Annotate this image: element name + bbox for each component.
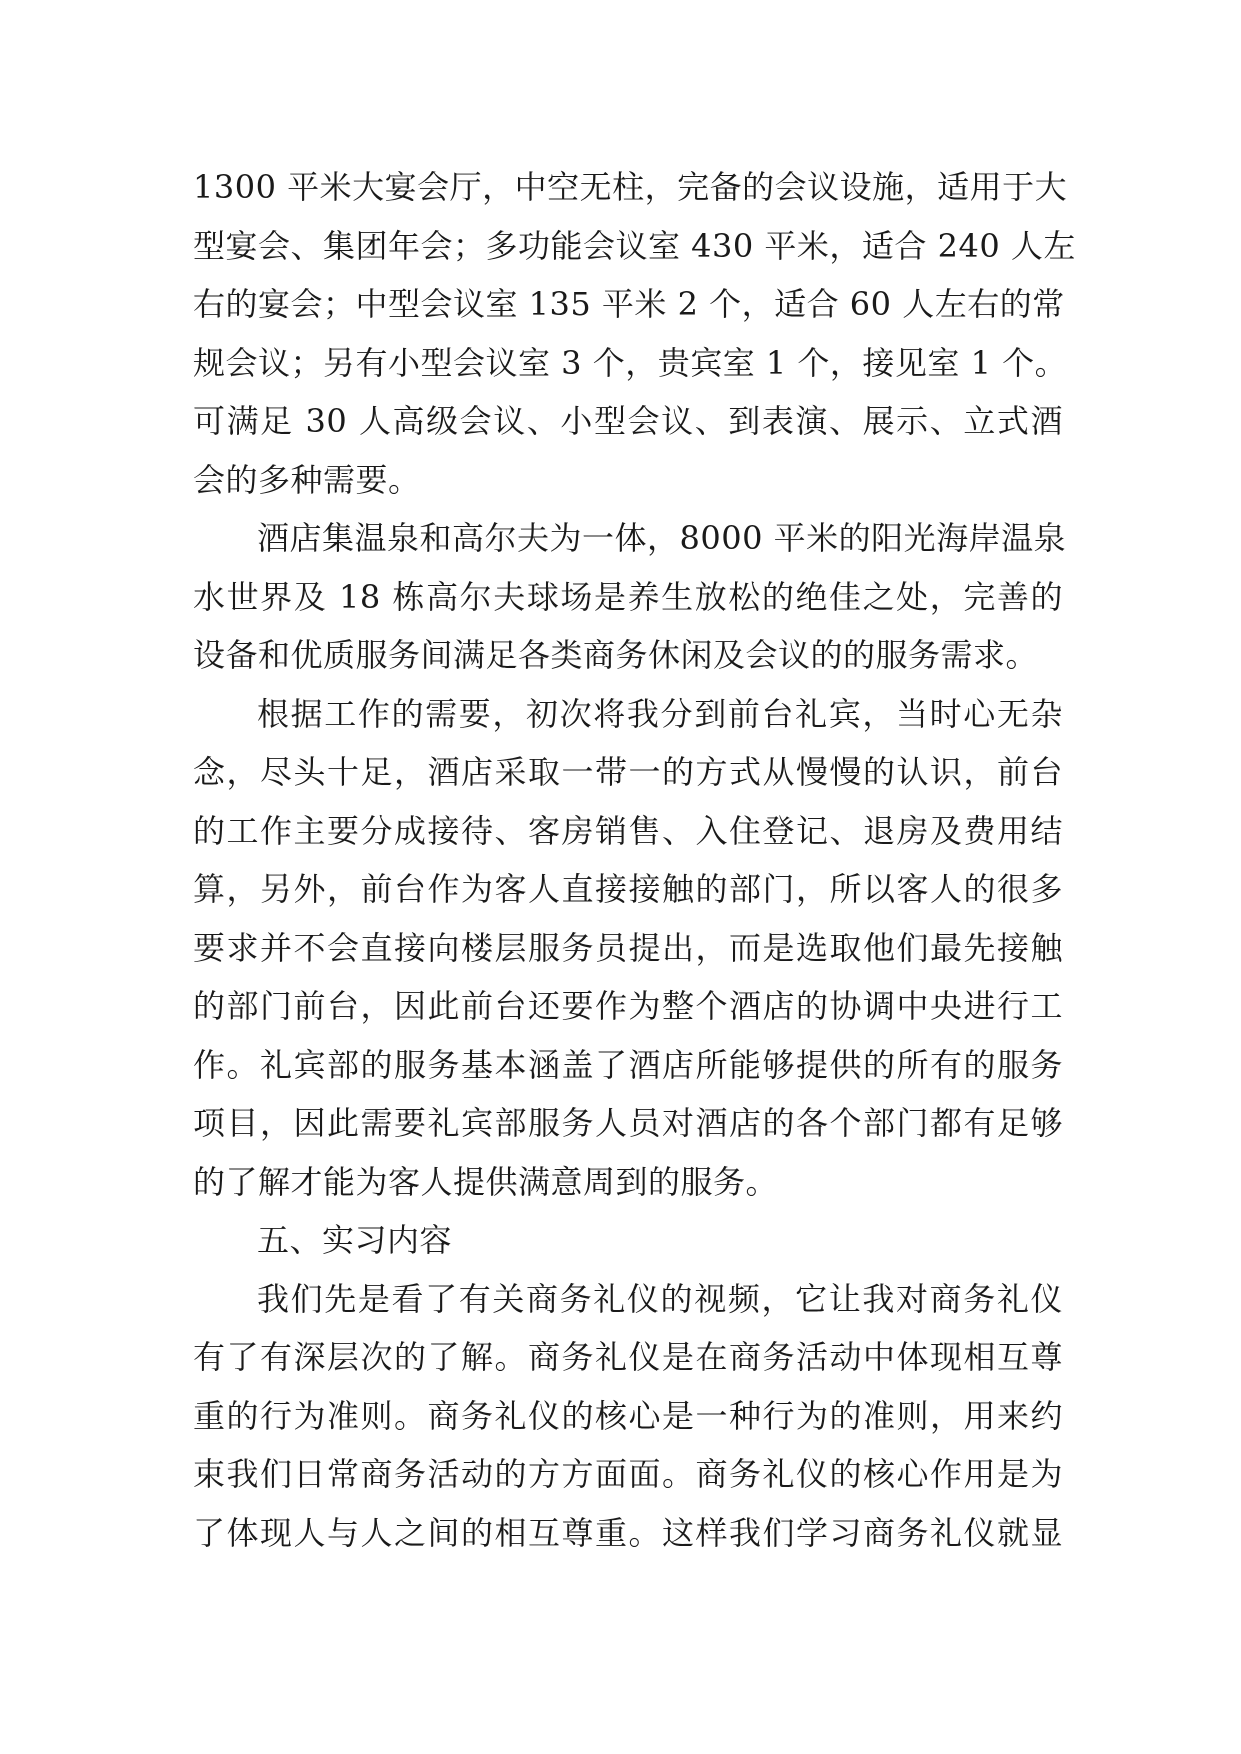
text-line: 作。礼宾部的服务基本涵盖了酒店所能够提供的所有的服务 — [193, 1045, 1063, 1084]
text-line: 的了解才能为客人提供满意周到的服务。 — [193, 1162, 779, 1201]
paragraph-business-etiquette — [193, 1270, 1063, 1563]
section-heading: 五、实习内容 — [257, 1221, 453, 1259]
text-line: 的工作主要分成接待、客房销售、入住登记、退房及费用结 — [193, 811, 1063, 850]
paragraph-hot-spring-golf — [193, 509, 1067, 685]
text-line: 根据工作的需要，初次将我分到前台礼宾，当时心无杂 — [257, 694, 1063, 733]
text-line: 我们先是看了有关商务礼仪的视频，它让我对商务礼仪 — [257, 1279, 1063, 1318]
text-line: 右的宴会；中型会议室 135 平米 2 个，适合 60 人左右的常 — [193, 285, 1065, 323]
text-line: 要求并不会直接向楼层服务员提出，而是选取他们最先接触 — [193, 928, 1063, 967]
text-line: 酒店集温泉和高尔夫为一体，8000 平米的阳光海岸温泉 — [257, 519, 1067, 557]
text-line: 的部门前台，因此前台还要作为整个酒店的协调中央进行工 — [193, 987, 1063, 1025]
text-line: 算，另外，前台作为客人直接接触的部门，所以客人的很多 — [193, 870, 1063, 908]
text-line: 项目，因此需要礼宾部服务人员对酒店的各个部门都有足够 — [193, 1104, 1063, 1142]
text-line: 水世界及 18 栋高尔夫球场是养生放松的绝佳之处，完善的 — [193, 577, 1063, 616]
paragraph-front-desk — [193, 685, 1063, 1212]
text-line: 了体现人与人之间的相互尊重。这样我们学习商务礼仪就显 — [193, 1513, 1063, 1552]
document-body — [193, 158, 1076, 1562]
text-line: 束我们日常商务活动的方方面面。商务礼仪的核心作用是为 — [193, 1455, 1063, 1493]
text-line: 重的行为准则。商务礼仪的核心是一种行为的准则，用来约 — [193, 1396, 1063, 1435]
section-heading-internship-content — [193, 1211, 1063, 1270]
text-line: 会的多种需要。 — [193, 460, 421, 499]
text-line: 1300 平米大宴会厅，中空无柱，完备的会议设施，适用于大 — [193, 168, 1068, 206]
text-line: 可满足 30 人高级会议、小型会议、到表演、展示、立式酒 — [193, 402, 1063, 440]
text-line: 设备和优质服务间满足各类商务休闲及会议的的服务需求。 — [193, 636, 1039, 674]
text-line: 型宴会、集团年会；多功能会议室 430 平米，适合 240 人左 — [193, 226, 1076, 265]
text-line: 念，尽头十足，酒店采取一带一的方式从慢慢的认识，前台 — [193, 753, 1063, 791]
text-line: 有了有深层次的了解。商务礼仪是在商务活动中体现相互尊 — [193, 1338, 1063, 1376]
paragraph-facilities — [193, 158, 1076, 509]
text-line: 规会议；另有小型会议室 3 个，贵宾室 1 个，接见室 1 个。 — [193, 343, 1068, 382]
